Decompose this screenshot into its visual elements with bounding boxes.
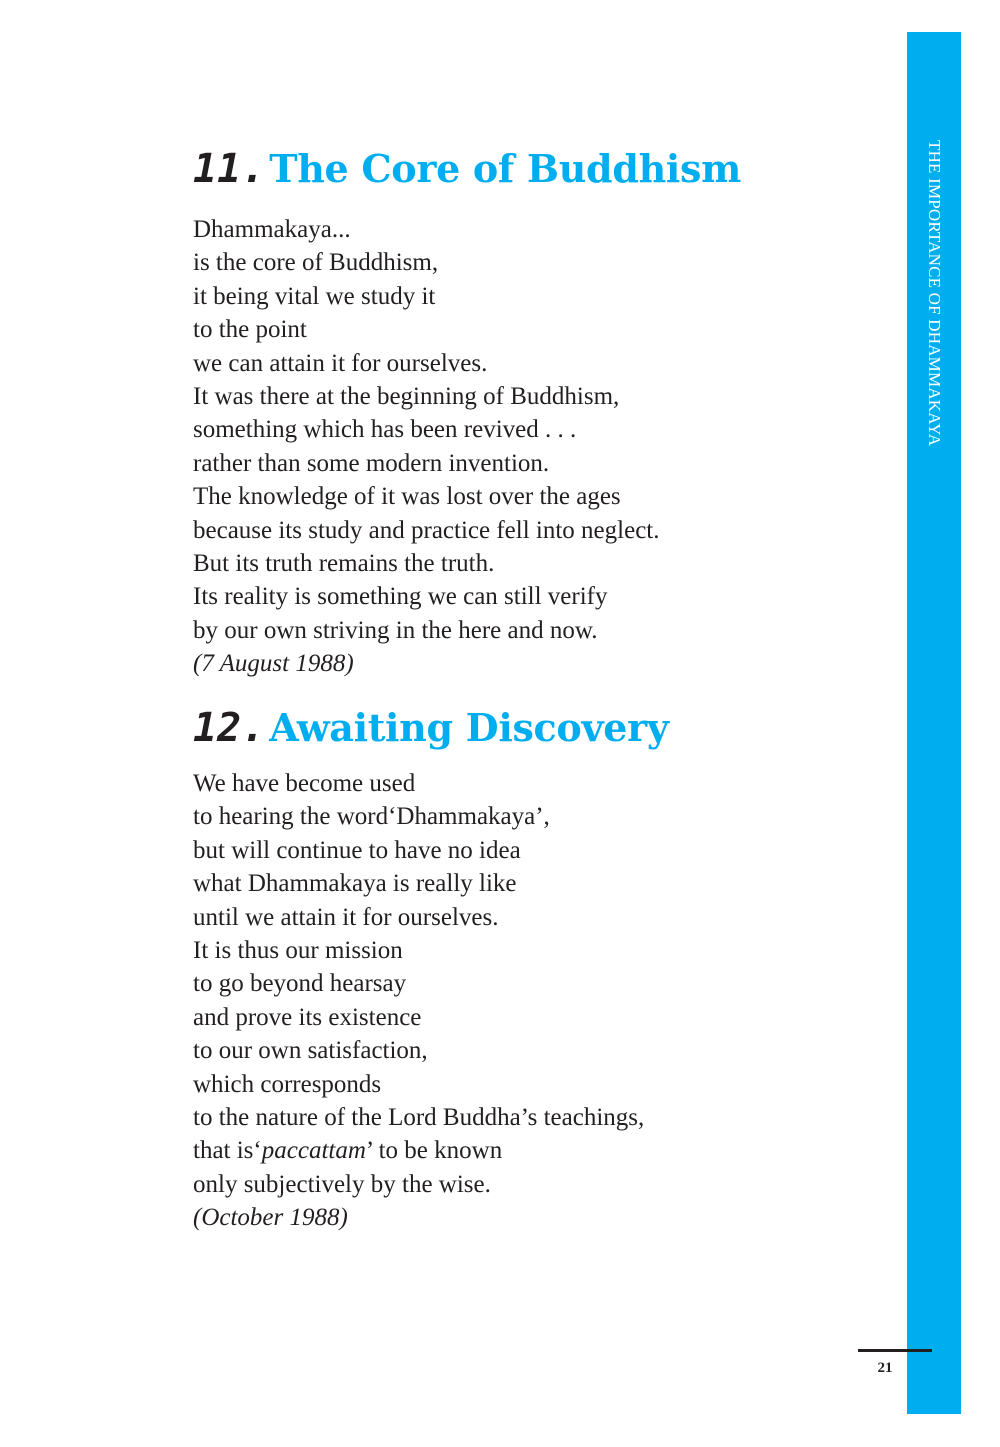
- poem-awaiting-discovery: [193, 767, 644, 1235]
- poem-line: to go beyond hearsay: [193, 970, 407, 998]
- poem-line: is the core of Buddhism,: [193, 249, 439, 277]
- poem-line: to hearing the word‘Dhammakaya’,: [193, 803, 550, 831]
- poem-line: and prove its existence: [193, 1003, 422, 1031]
- footer-rule: [858, 1349, 932, 1352]
- poem-line: But its truth remains the truth.: [193, 550, 495, 578]
- poem-line: which corresponds: [193, 1070, 382, 1098]
- poem-line: only subjectively by the wise.: [193, 1170, 491, 1198]
- poem-line: The knowledge of it was lost over the ages: [193, 483, 621, 511]
- poem-line-part: ’ to be known: [365, 1137, 503, 1165]
- poem-line: to the nature of the Lord Buddha’s teachings,: [193, 1104, 645, 1132]
- section-title: The Core of Buddhism: [269, 146, 742, 191]
- poem-line: We have become used: [193, 770, 416, 797]
- poem-line: Its reality is something we can still verify: [193, 583, 608, 611]
- poem-line: we can attain it for ourselves.: [193, 349, 488, 377]
- poem-date: (7 August 1988): [193, 650, 354, 678]
- section-number: 11.: [193, 146, 266, 192]
- poem-line: It was there at the beginning of Buddhism,: [193, 383, 620, 411]
- poem-date: (October 1988): [193, 1204, 348, 1232]
- poem-line: rather than some modern invention.: [193, 449, 550, 477]
- page-number: 21: [877, 1360, 893, 1376]
- poem-line: because its study and practice fell into neglect.: [193, 516, 660, 544]
- poem-line: until we attain it for ourselves.: [193, 903, 499, 931]
- running-header: THE IMPORTANCE OF DHAMMAKAYA: [925, 140, 944, 447]
- poem-line-paccattam: [193, 1134, 644, 1167]
- section-number: 12.: [193, 705, 266, 751]
- poem-line: to the point: [193, 316, 307, 344]
- poem-core-of-buddhism: [193, 213, 660, 681]
- poem-line: It is thus our mission: [193, 937, 403, 965]
- poem-line: something which has been revived . . .: [193, 416, 577, 444]
- pali-term: paccattam: [261, 1137, 366, 1165]
- section-heading-11: [193, 146, 741, 192]
- poem-line: Dhammakaya...: [193, 216, 351, 243]
- poem-line: by our own striving in the here and now.: [193, 616, 598, 644]
- poem-line-part: that is‘: [193, 1137, 262, 1165]
- poem-line: what Dhammakaya is really like: [193, 870, 517, 898]
- poem-line: it being vital we study it: [193, 282, 436, 310]
- poem-line: to our own satisfaction,: [193, 1037, 428, 1065]
- section-title: Awaiting Discovery: [269, 705, 669, 750]
- section-heading-12: [193, 705, 669, 751]
- poem-line: but will continue to have no idea: [193, 836, 521, 864]
